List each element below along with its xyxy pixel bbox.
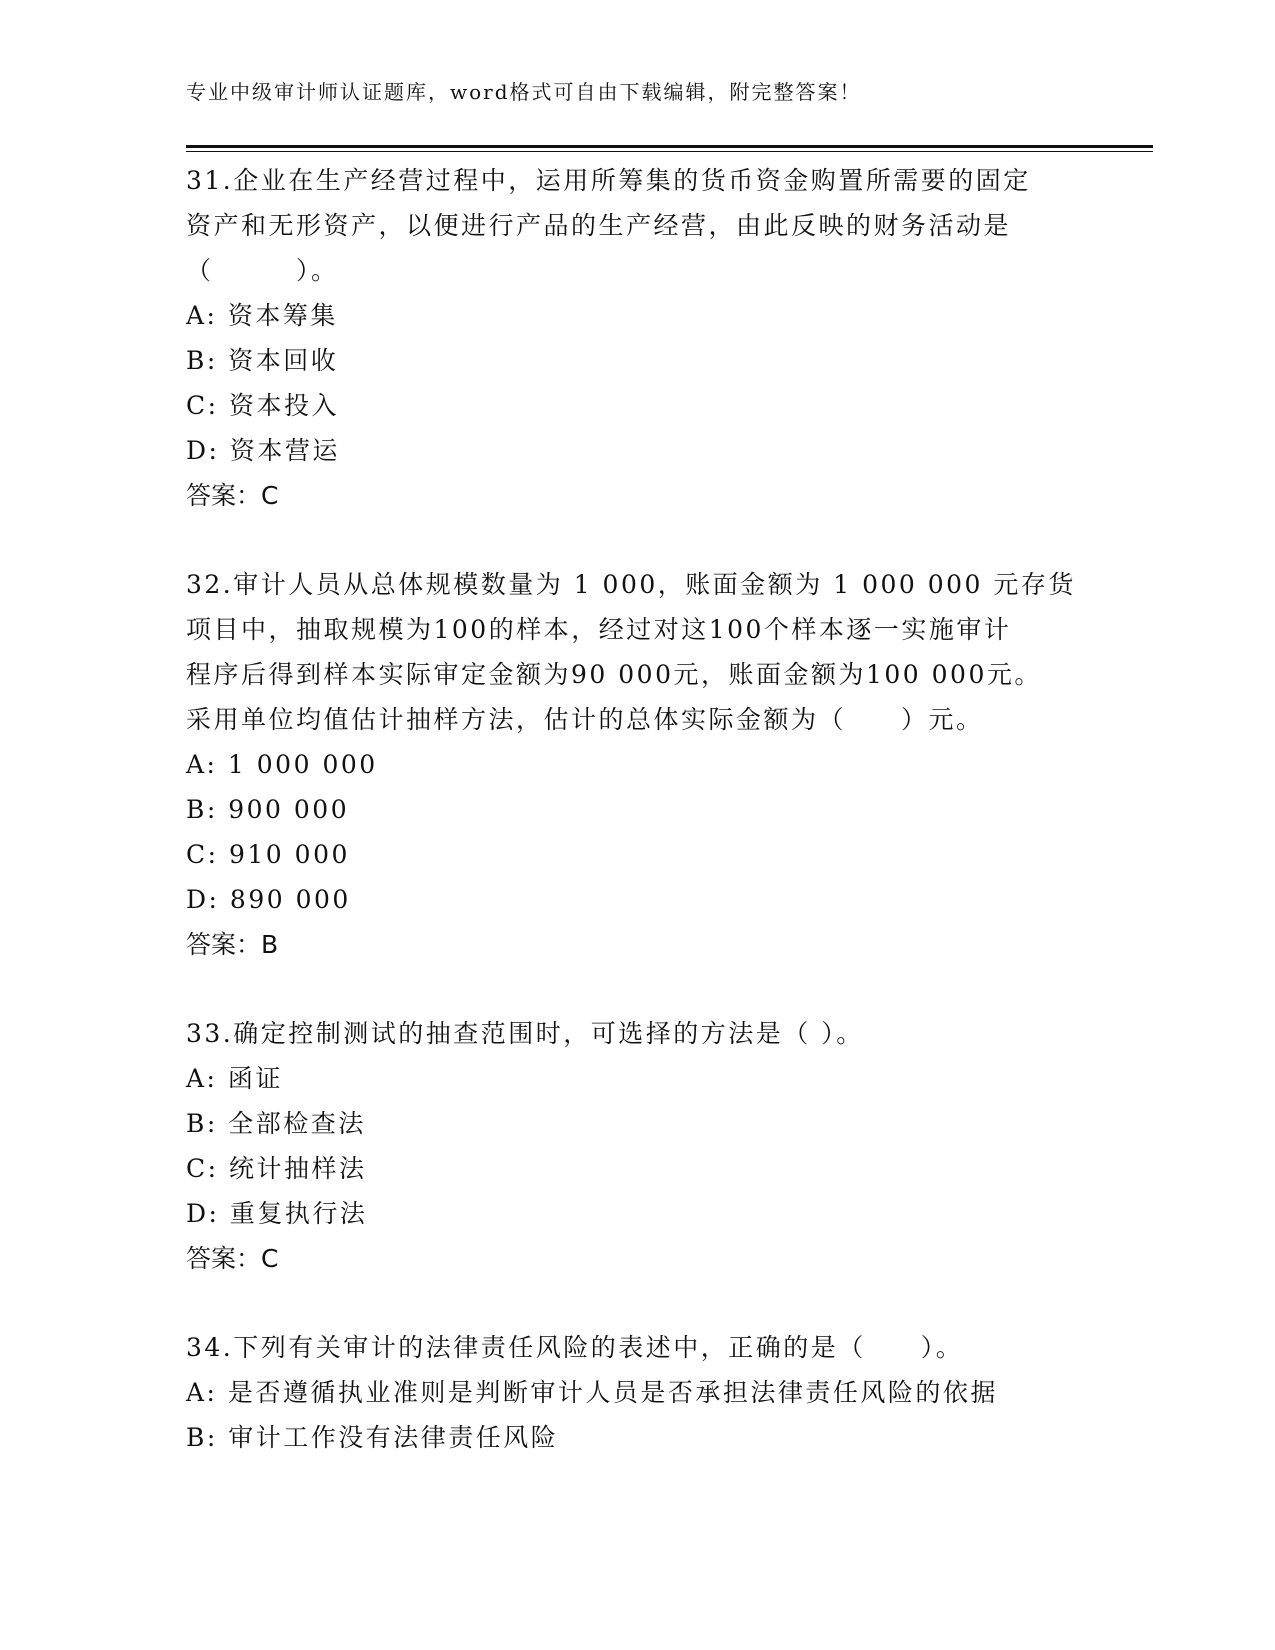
option-c: C: 910 000 <box>186 840 350 869</box>
answer: 答案：C <box>186 481 279 510</box>
option-c: C: 资本投入 <box>186 391 339 420</box>
question-line: 31.企业在生产经营过程中，运用所筹集的货币资金购置所需要的固定 <box>186 166 1031 195</box>
option-d: D: 资本营运 <box>186 436 340 465</box>
option-b: B: 资本回收 <box>186 346 339 375</box>
option-a: A: 是否遵循执业准则是判断审计人员是否承担法律责任风险的依据 <box>186 1378 998 1407</box>
page-header: 专业中级审计师认证题库，word格式可自由下载编辑，附完整答案！ <box>186 80 862 104</box>
question-34 <box>186 1325 1086 1460</box>
option-d: D: 重复执行法 <box>186 1199 368 1228</box>
question-line: （ ）。 <box>186 256 339 285</box>
question-line: 32.审计人员从总体规模数量为 1 000，账面金额为 1 000 000 元存货 <box>186 570 1076 599</box>
question-line: 采用单位均值估计抽样方法，估计的总体实际金额为（ ）元。 <box>186 705 984 734</box>
answer: 答案：C <box>186 1244 279 1273</box>
spacer <box>186 967 1086 1011</box>
option-a: A: 函证 <box>186 1064 283 1093</box>
question-line: 资产和无形资产，以便进行产品的生产经营，由此反映的财务活动是 <box>186 211 1012 240</box>
option-b: B: 全部检查法 <box>186 1109 366 1138</box>
question-31 <box>186 158 1086 518</box>
option-c: C: 统计抽样法 <box>186 1154 367 1183</box>
question-33 <box>186 1011 1086 1281</box>
option-b: B: 审计工作没有法律责任风险 <box>186 1423 559 1452</box>
question-32 <box>186 562 1086 967</box>
option-a: A: 1 000 000 <box>186 750 378 779</box>
spacer <box>186 518 1086 562</box>
option-d: D: 890 000 <box>186 885 351 914</box>
question-list <box>186 158 1086 1460</box>
question-line: 程序后得到样本实际审定金额为90 000元，账面金额为100 000元。 <box>186 660 1042 689</box>
header-rule-thick <box>186 145 1153 148</box>
question-line: 项目中，抽取规模为100的样本，经过对这100个样本逐一实施审计 <box>186 615 1012 644</box>
question-line: 34.下列有关审计的法律责任风险的表述中，正确的是（ ）。 <box>186 1333 964 1362</box>
option-a: A: 资本筹集 <box>186 301 338 330</box>
answer: 答案：B <box>186 930 279 959</box>
question-line: 33.确定控制测试的抽查范围时，可选择的方法是（ ）。 <box>186 1019 864 1048</box>
header-rule-thin <box>186 151 1153 152</box>
option-b: B: 900 000 <box>186 795 350 824</box>
spacer <box>186 1281 1086 1325</box>
